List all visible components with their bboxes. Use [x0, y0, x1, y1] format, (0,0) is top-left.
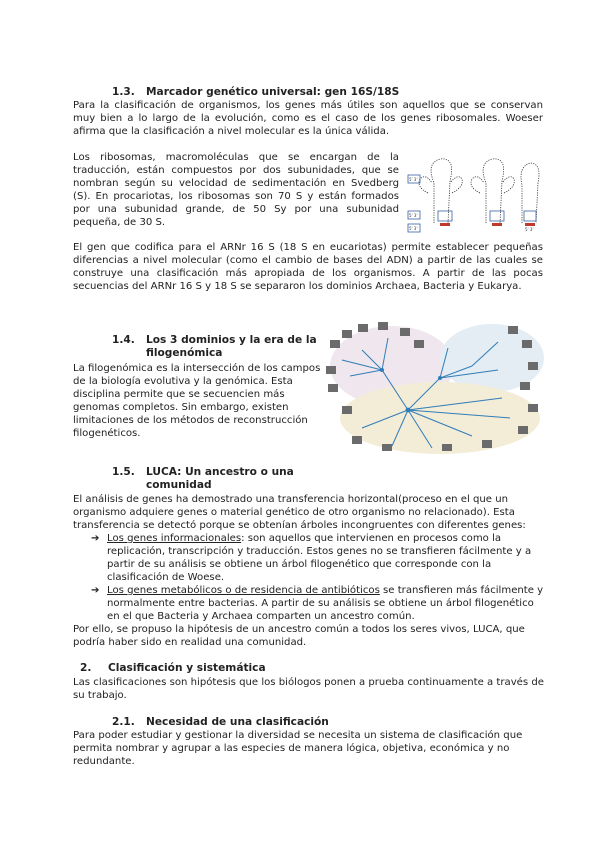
- section-title: Necesidad de una clasificación: [146, 716, 329, 728]
- section-title: Clasificación y sistemática: [108, 662, 266, 674]
- s21-paragraph-1: Para poder estudiar y gestionar la diversidad se necesita un sistema de clasificación que permita nombrar y agrupar a las especies de manera lógica, objetiva, económica y no redundante.: [73, 730, 523, 767]
- figure-label: 5' 3': [525, 227, 534, 232]
- section-2-1-heading: [112, 716, 329, 729]
- s15-bullet-list: [73, 532, 549, 623]
- tree-of-life-illustration: [322, 318, 546, 455]
- arrow-icon: ➔: [91, 533, 100, 544]
- figure-label: 5' 3': [409, 213, 418, 218]
- section-title: Marcador genético universal: gen 16S/18S: [146, 86, 400, 98]
- section-number: 1.4.: [112, 334, 135, 346]
- s15-paragraph-2: Por ello, se propuso la hipótesis de un ancestro común a todos los seres vivos, LUCA, que podría haber sido en realidad una comunidad.: [73, 624, 525, 648]
- bullet-lead: Los genes informacionales: [107, 533, 242, 544]
- section-1-3-heading: [112, 86, 399, 99]
- figure-label: 5' 3': [409, 226, 418, 231]
- section-1-5-heading: [112, 466, 312, 492]
- s13-paragraph-3: El gen que codifica para el ARNr 16 S (18 S en eucariotas) permite establecer pequeñas diferencias a nivel molecular (como el cambio de bases del ADN) a partir de las cuales se construye una clasificación más apropiada de los organismos. A partir de las pocas secuencias del ARNr 16 S y 18 S se separaron los dominios Archaea, Bacteria y Eukarya.: [73, 242, 543, 292]
- figure-label: 5' 3': [409, 177, 418, 182]
- rrna-secondary-structure-illustration: [404, 153, 544, 236]
- section-number: 1.5.: [112, 466, 135, 478]
- s2-paragraph-1: Las clasificaciones son hipótesis que los biólogos ponen a prueba continuamente a través de su trabajo.: [73, 677, 544, 701]
- bullet-text: se transfieren más fácilmente y normalmente entre bacterias. A partir de su análisis se obtiene un árbol filogenético en el que Bacteria y Archaea comparten un ancestro común.: [107, 585, 544, 622]
- s14-paragraph-1: La filogenómica es la intersección de los campos de la biología evolutiva y la genómica. Esta disciplina permite que se secuencien más genomas completos. Sin embargo, existen limitaciones de los métodos de reconstrucción filogenéticos.: [73, 363, 321, 439]
- section-2-heading: [80, 662, 266, 675]
- s13-paragraph-1: Para la clasificación de organismos, los genes más útiles son aquellos que se conservan muy bien a lo largo de la evolución, como es el caso de los genes ribosomales. Woeser afirma que la clasificación a nivel molecular es la única válida.: [73, 100, 543, 137]
- section-number: 2.: [80, 662, 92, 674]
- tree-of-life-figure: [322, 318, 546, 455]
- section-1-4-heading: [112, 334, 318, 360]
- s13-paragraph-2: Los ribosomas, macromoléculas que se encargan de la traducción, están compuestos por dos subunidades, que se nombran según su velocidad de sedimentación en Svedberg (S). En procariotas, los ribosomas son 70 S y están formados por una subunidad grande, de 50 Sy por una subunidad pequeña, de 30 S.: [73, 152, 399, 228]
- section-number: 1.3.: [112, 86, 135, 98]
- s15-paragraph-1: El análisis de genes ha demostrado una transferencia horizontal(proceso en el que un organismo adquiere genes o material genético de otro organismo no relacionado). Esta transferencia se detectó porque se obtenían árboles incongruentes con diferentes genes:: [73, 494, 526, 531]
- rrna-structure-figure: [404, 153, 544, 236]
- list-item: [73, 532, 549, 584]
- bullet-lead: Los genes metabólicos o de residencia de antibióticos: [107, 585, 380, 596]
- bullet-text: : son aquellos que intervienen en procesos como la replicación, transcripción y traducción. Estos genes no se transfieren fácilmente y a partir de su análisis se obtiene un árbol filogenético que corresponde con la clasificación de Woese.: [107, 533, 532, 583]
- section-number: 2.1.: [112, 716, 135, 728]
- list-item: [73, 584, 549, 623]
- section-title: LUCA: Un ancestro o una comunidad: [146, 466, 294, 491]
- arrow-icon: ➔: [91, 585, 100, 596]
- section-title: Los 3 dominios y la era de la filogenómica: [146, 334, 317, 359]
